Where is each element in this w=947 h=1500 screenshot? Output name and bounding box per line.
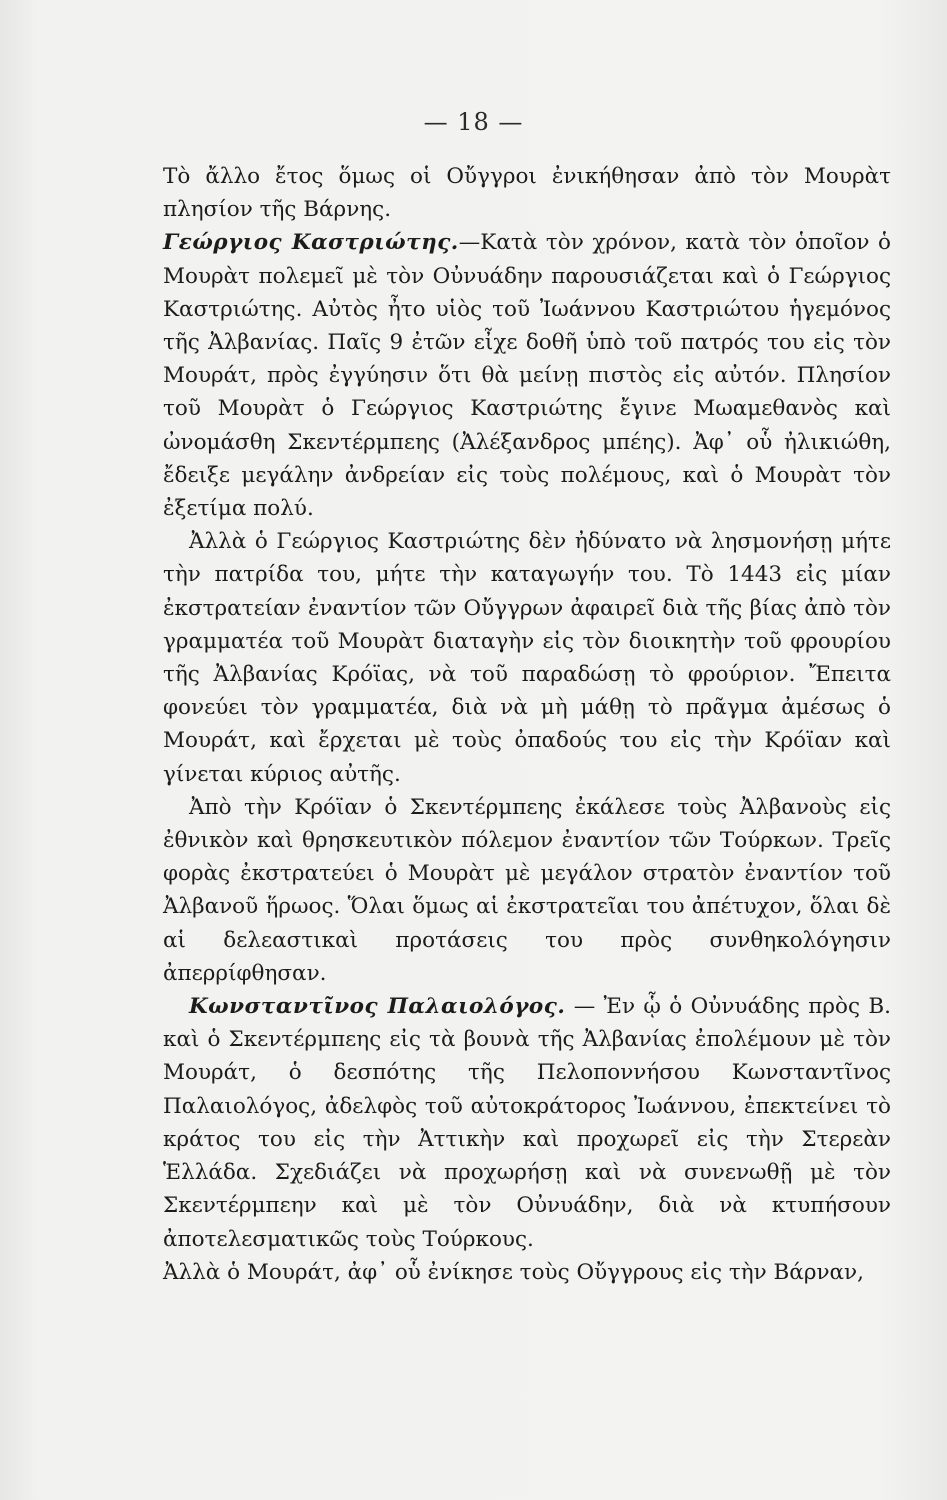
paragraph-4 [163, 791, 891, 990]
paragraph-text: — Ἐν ᾧ ὁ Οὐνυάδης πρὸς Β. καὶ ὁ Σκεντέρμπεης εἰς τὰ βουνὰ τῆς Ἀλβανίας ἐπολέμουν μὲ τὸν Μουράτ, ὁ δεσπότης τῆς Πελοποννήσου Κωνσταντῖνος Παλαιολόγος, ἀδελφὸς τοῦ αὐτοκράτορος Ἰωάννου, ἐπεκτείνει τὸ κράτος του εἰς τὴν Ἀττικὴν καὶ προχωρεῖ εἰς τὴν Στερεὰν Ἑλλάδα. Σχεδιάζει νὰ προχωρήσῃ καὶ νὰ συνενωθῇ μὲ τὸν Σκεντέρμπεην καὶ μὲ τὸν Οὐνυάδην, διὰ νὰ κτυπήσουν ἀποτελεσματικῶς τοὺς Τούρκους. [163, 994, 891, 1252]
section-heading-palaiologos: Κωνσταντῖνος Παλαιολόγος. [189, 994, 566, 1020]
paragraph-text: Ἀλλὰ ὁ Γεώργιος Καστριώτης δὲν ἠδύνατο νὰ λησμονήσῃ μήτε τὴν πατρίδα του, μήτε τὴν καταγωγήν του. Τὸ 1443 εἰς μίαν ἐκστρατείαν ἐναντίον τῶν Οὔγγρων ἀφαιρεῖ διὰ τῆς βίας ἀπὸ τὸν γραμματέα τοῦ Μουρὰτ διαταγὴν εἰς τὸν διοικητὴν τοῦ φρουρίου τῆς Ἀλβανίας Κρόϊας, νὰ τοῦ παραδώσῃ τὸ φρούριον. Ἔπειτα φονεύει τὸν γραμματέα, διὰ νὰ μὴ μάθῃ τὸ πρᾶγμα ἀμέσως ὁ Μουράτ, καὶ ἔρχεται μὲ τοὺς ὀπαδούς του εἰς τὴν Κρόϊαν καὶ γίνεται κύριος αὐτῆς. [163, 529, 891, 787]
body-text [163, 160, 891, 1289]
section-heading-kastriotis: Γεώργιος Καστριώτης. [163, 230, 459, 256]
paragraph-2 [163, 226, 891, 525]
paragraph-1 [163, 160, 891, 226]
paragraph-3 [163, 525, 891, 791]
paragraph-6 [163, 1256, 891, 1289]
paragraph-text: Ἀπὸ τὴν Κρόϊαν ὁ Σκεντέρμπεης ἐκάλεσε τοὺς Ἀλβανοὺς εἰς ἐθνικὸν καὶ θρησκευτικὸν πόλεμον ἐναντίον τῶν Τούρκων. Τρεῖς φορὰς ἐκστρατεύει ὁ Μουρὰτ μὲ μεγάλον στρατὸν ἐναντίον τοῦ Ἀλβανοῦ ἥρωος. Ὅλαι ὅμως αἱ ἐκστρατεῖαι του ἀπέτυχον, ὅλαι δὲ αἱ δελεαστικαὶ προτάσεις του πρὸς συνθηκολόγησιν ἀπερρίφθησαν. [163, 794, 891, 986]
paragraph-text: Τὸ ἄλλο ἔτος ὅμως οἱ Οὔγγροι ἐνικήθησαν ἀπὸ τὸν Μουρὰτ πλησίον τῆς Βάρνης. [163, 164, 891, 223]
page-number: — 18 — [423, 108, 524, 136]
paragraph-5 [163, 990, 891, 1256]
paragraph-text: —Κατὰ τὸν χρόνον, κατὰ τὸν ὁποῖον ὁ Μουρὰτ πολεμεῖ μὲ τὸν Οὐνυάδην παρουσιάζεται καὶ ὁ Γεώργιος Καστριώτης. Αὐτὸς ἦτο υἱὸς τοῦ Ἰωάννου Καστριώτου ἡγεμόνος τῆς Ἀλβανίας. Παῖς 9 ἐτῶν εἶχε δοθῆ ὑπὸ τοῦ πατρός του εἰς τὸν Μουράτ, πρὸς ἐγγύησιν ὅτι θὰ μείνῃ πιστὸς εἰς αὐτόν. Πλησίον τοῦ Μουρὰτ ὁ Γεώργιος Καστριώτης ἔγινε Μωαμεθανὸς καὶ ὠνομάσθη Σκεντέρμπεης (Ἀλέξανδρος μπέης). Ἀφ᾽ οὗ ἠλικιώθη, ἔδειξε μεγάλην ἀνδρείαν εἰς τοὺς πολέμους, καὶ ὁ Μουρὰτ τὸν ἐξετίμα πολύ. [163, 230, 891, 522]
paragraph-text: Ἀλλὰ ὁ Μουράτ, ἀφ᾽ οὗ ἐνίκησε τοὺς Οὔγγρους εἰς τὴν Βάρναν, [163, 1259, 864, 1285]
